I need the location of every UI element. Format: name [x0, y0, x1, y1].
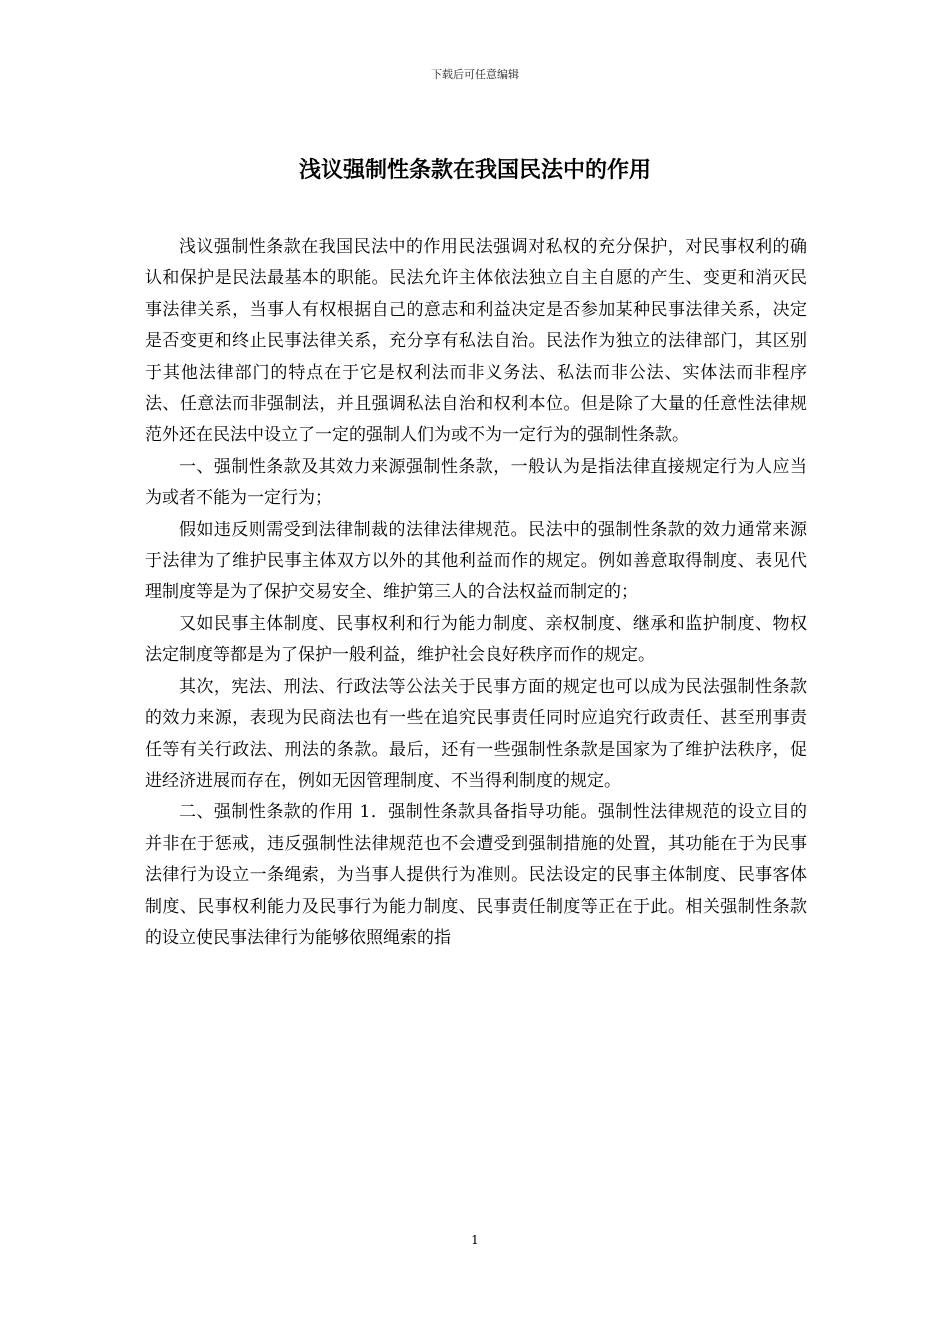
header-note: 下载后可任意编辑	[431, 68, 519, 81]
paragraph-intro: 浅议强制性条款在我国民法中的作用民法强调对私权的充分保护，对民事权利的确认和保护是民法最基本的职能。民法允许主体依法独立自主自愿的产生、变更和消灭民事法律关系，当事人有权根据自己的意志和利益决定是否参加某种民事法律关系，决定是否变更和终止民事法律关系，充分享有私法自治。民法作为独立的法律部门，其区别于其他法律部门的特点在于它是权利法而非义务法、私法而非公法、实体法而非程序法、任意法而非强制法，并且强调私法自治和权利本位。但是除了大量的任意性法律规范外还在民法中设立了一定的强制人们为或不为一定行为的强制性条款。	[145, 237, 807, 446]
paragraph-section-one: 一、强制性条款及其效力来源强制性条款，一般认为是指法律直接规定行为人应当为或者不能为一定行为；	[145, 456, 807, 509]
page-number: 1	[471, 1233, 479, 1247]
document-body	[145, 232, 807, 954]
document-title: 浅议强制性条款在我国民法中的作用	[298, 157, 651, 183]
paragraph-public-law-source: 其次，宪法、刑法、行政法等公法关于民事方面的规定也可以成为民法强制性条款的效力来源，表现为民商法也有一些在追究民事责任同时应追究行政责任、甚至刑事责任等有关行政法、刑法的条款。最后，还有一些强制性条款是国家为了维护法秩序，促进经济进展而存在，例如无因管理制度、不当得利制度的规定。	[145, 676, 807, 791]
paragraph-civil-subject-system: 又如民事主体制度、民事权利和行为能力制度、亲权制度、继承和监护制度、物权法定制度等都是为了保护一般利益，维护社会良好秩序而作的规定。	[145, 613, 807, 666]
paragraph-legal-sanction: 假如违反则需受到法律制裁的法律法律规范。民法中的强制性条款的效力通常来源于法律为了维护民事主体双方以外的其他利益而作的规定。例如善意取得制度、表见代理制度等是为了保护交易安全、维护第三人的合法权益而制定的；	[145, 519, 807, 603]
paragraph-section-two: 二、强制性条款的作用 1．强制性条款具备指导功能。强制性法律规范的设立目的并非在于惩戒，违反强制性法律规范也不会遭受到强制措施的处置，其功能在于为民事法律行为设立一条绳索，为当事人提供行为准则。民法设定的民事主体制度、民事客体制度、民事权利能力及民事行为能力制度、民事责任制度等正在于此。相关强制性条款的设立使民事法律行为能够依照绳索的指	[145, 802, 807, 948]
